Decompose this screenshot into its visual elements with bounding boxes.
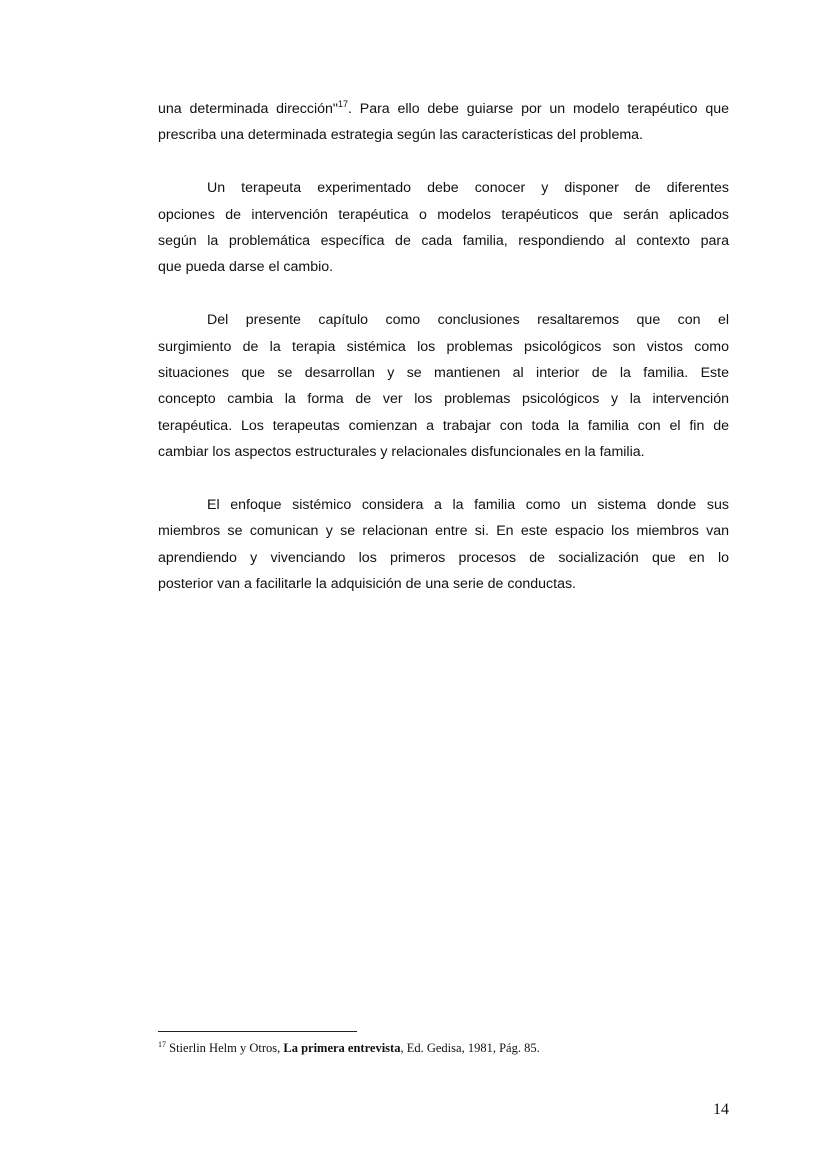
text-line: cambiar los aspectos estructurales y relacionales disfuncionales en la familia. [158, 444, 645, 461]
text-line: aprendiendo y vivenciando los primeros procesos de socialización que en lo [158, 549, 729, 566]
footnote-separator [158, 1031, 357, 1032]
page-number: 14 [713, 1101, 729, 1118]
text-line: situaciones que se desarrollan y se mantienen al interior de la familia. Este [158, 365, 729, 382]
footnote-author: Stierlin Helm y Otros, [166, 1041, 284, 1055]
text-fragment: una determinada dirección" [158, 101, 338, 117]
text-line: prescriba una determinada estrategia según las características del problema. [158, 127, 644, 144]
text-line: según la problemática específica de cada familia, respondiendo al contexto para [158, 233, 729, 250]
text-line: surgimiento de la terapia sistémica los problemas psicológicos son vistos como [158, 338, 729, 355]
text-fragment: . Para ello debe guiarse por un modelo terapéutico que [347, 101, 729, 117]
footnote-number: 17 [158, 1040, 166, 1049]
text-line: miembros se comunican y se relacionan entre si. En este espacio los miembros van [158, 523, 729, 540]
text-line: El enfoque sistémico considera a la familia como un sistema donde sus [207, 497, 729, 514]
text-line: opciones de intervención terapéutica o modelos terapéuticos que serán aplicados [158, 206, 729, 223]
footnote-details: , Ed. Gedisa, 1981, Pág. 85. [400, 1041, 540, 1055]
text-line: Un terapeuta experimentado debe conocer y disponer de diferentes [207, 180, 729, 197]
text-line [158, 96, 729, 122]
body-text [158, 96, 729, 624]
footnote-title: La primera entrevista [283, 1041, 401, 1055]
text-line: concepto cambia la forma de ver los problemas psicológicos y la intervención [158, 391, 729, 408]
paragraph-2 [158, 175, 729, 281]
text-line: que pueda darse el cambio. [158, 259, 334, 276]
paragraph-4 [158, 492, 729, 598]
text-line: terapéutica. Los terapeutas comienzan a trabajar con toda la familia con el fin de [158, 417, 729, 434]
text-line: Del presente capítulo como conclusiones resaltaremos que con el [207, 312, 729, 329]
text-line: posterior van a facilitarle la adquisición de una serie de conductas. [158, 576, 576, 593]
footnote [158, 1041, 540, 1056]
footnote-reference[interactable]: 17 [337, 99, 348, 109]
paragraph-1 [158, 96, 729, 149]
paragraph-3 [158, 307, 729, 465]
